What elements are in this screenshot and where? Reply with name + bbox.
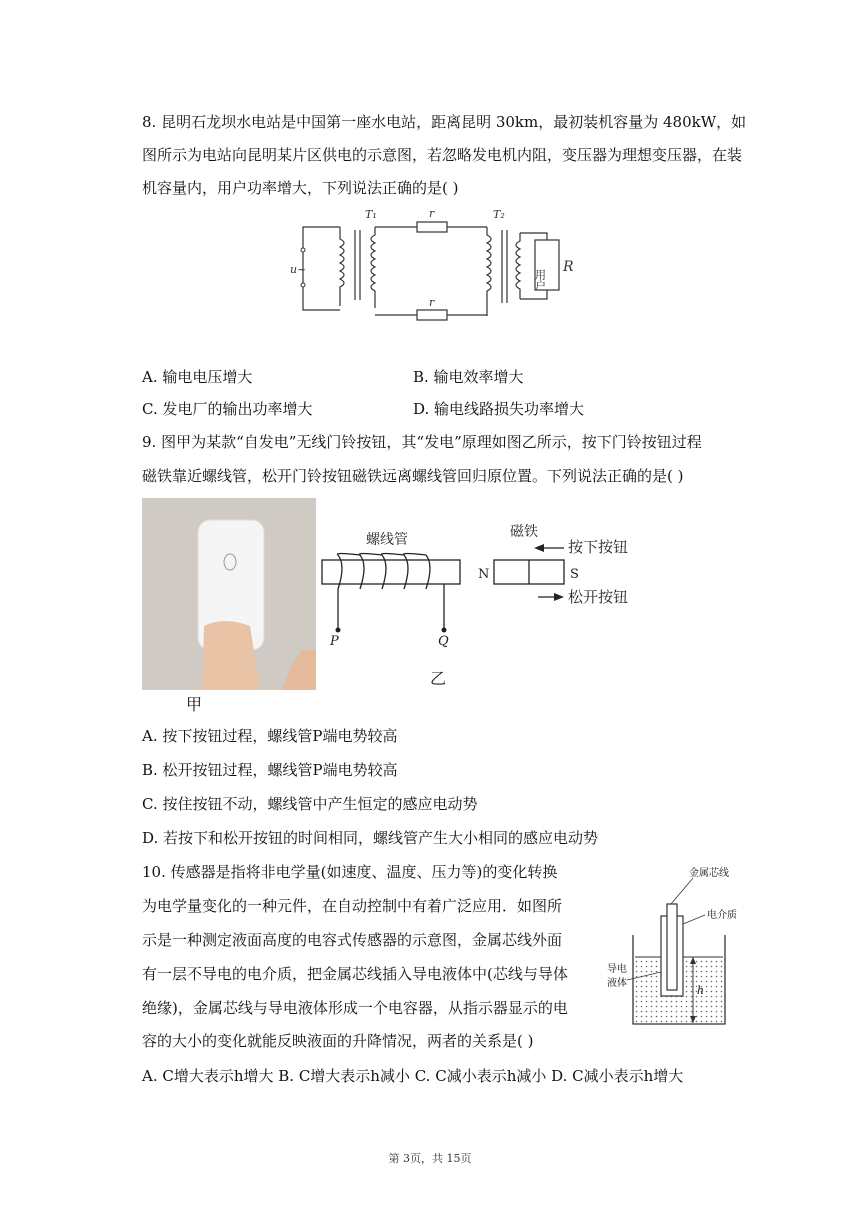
magnet-label: 磁铁 (510, 524, 538, 540)
q10-line-6: 容的大小的变化就能反映液面的升降情况，两者的关系是( ) (142, 1032, 534, 1050)
r-bottom-label: r (429, 296, 435, 309)
q10-line-5: 绝缘)，金属芯线与导电液体形成一个电容器，从指示器显示的电 (142, 999, 568, 1017)
q10-options: A. C增大表示h增大 B. C增大表示h减小 C. C减小表示h减小 D. C减小表示h增大 (142, 1067, 684, 1085)
q9-option-c: C. 按住按钮不动，螺线管中产生恒定的感应电动势 (142, 795, 478, 813)
q9-option-b: B. 松开按钮过程，螺线管P端电势较高 (142, 761, 398, 779)
coil-label: 螺线管 (366, 532, 408, 548)
q8-line-3: 机容量内，用户功率增大，下列说法正确的是( ) (142, 179, 459, 197)
q8-circuit-figure (285, 205, 585, 325)
q8-option-d: D. 输电线路损失功率增大 (413, 400, 585, 418)
page-footer: 第 3页，共 15页 (388, 1152, 472, 1165)
source-label: u~ (290, 263, 307, 276)
solenoid-figure (318, 520, 638, 690)
q10-line-1: 10. 传感器是指将非电学量(如速度、温度、压力等)的变化转换 (142, 863, 558, 881)
q10-line-2: 为电学量变化的一种元件，在自动控制中有着广泛应用．如图所 (142, 897, 563, 915)
q10-line-4: 有一层不导电的电介质，把金属芯线插入导电液体中(芯线与导体 (142, 965, 568, 983)
q9-line-1: 9. 图甲为某款“自发电”无线门铃按钮，其“发电”原理如图乙所示，按下门铃按钮过程 (142, 433, 702, 451)
load-label: R (563, 259, 574, 275)
q8-option-a: A. 输电电压增大 (142, 368, 253, 386)
doorbell-photo (142, 498, 316, 690)
magnet-n-label: N (478, 567, 490, 582)
fig-yi-label: 乙 (430, 669, 447, 688)
fig-jia-label: 甲 (186, 695, 203, 714)
user-label: 用户 (533, 269, 547, 291)
liquid-label-1: 导电 (607, 964, 627, 975)
capacitor-sensor-figure (605, 860, 755, 1030)
terminal-p-label: P (330, 634, 339, 649)
q10-line-3: 示是一种测定液面高度的电容式传感器的示意图，金属芯线外面 (142, 931, 563, 949)
magnet-s-label: S (570, 567, 579, 582)
press-label: 按下按钮 (568, 538, 629, 556)
q8-option-b: B. 输电效率增大 (413, 368, 524, 386)
q8-line-1: 8. 昆明石龙坝水电站是中国第一座水电站，距离昆明 30km，最初装机容量为 480kW，如 (142, 113, 747, 131)
q8-option-c: C. 发电厂的输出功率增大 (142, 400, 313, 418)
q8-line-2: 图所示为电站向昆明某片区供电的示意图，若忽略发电机内阻，变压器为理想变压器，在装 (142, 146, 743, 164)
q9-option-d: D. 若按下和松开按钮的时间相同，螺线管产生大小相同的感应电动势 (142, 829, 599, 847)
dielectric-label: 电介质 (707, 910, 737, 921)
terminal-q-label: Q (438, 634, 449, 649)
r-top-label: r (429, 207, 435, 220)
t2-label: T₂ (493, 208, 505, 221)
release-label: 松开按钮 (568, 588, 629, 606)
q9-line-2: 磁铁靠近螺线管，松开门铃按钮磁铁远离螺线管回归原位置。下列说法正确的是( ) (142, 467, 684, 485)
height-label: h (697, 984, 705, 997)
liquid-label-2: 液体 (607, 978, 627, 989)
q9-option-a: A. 按下按钮过程，螺线管P端电势较高 (142, 727, 398, 745)
t1-label: T₁ (365, 208, 377, 221)
core-label: 金属芯线 (689, 868, 729, 879)
